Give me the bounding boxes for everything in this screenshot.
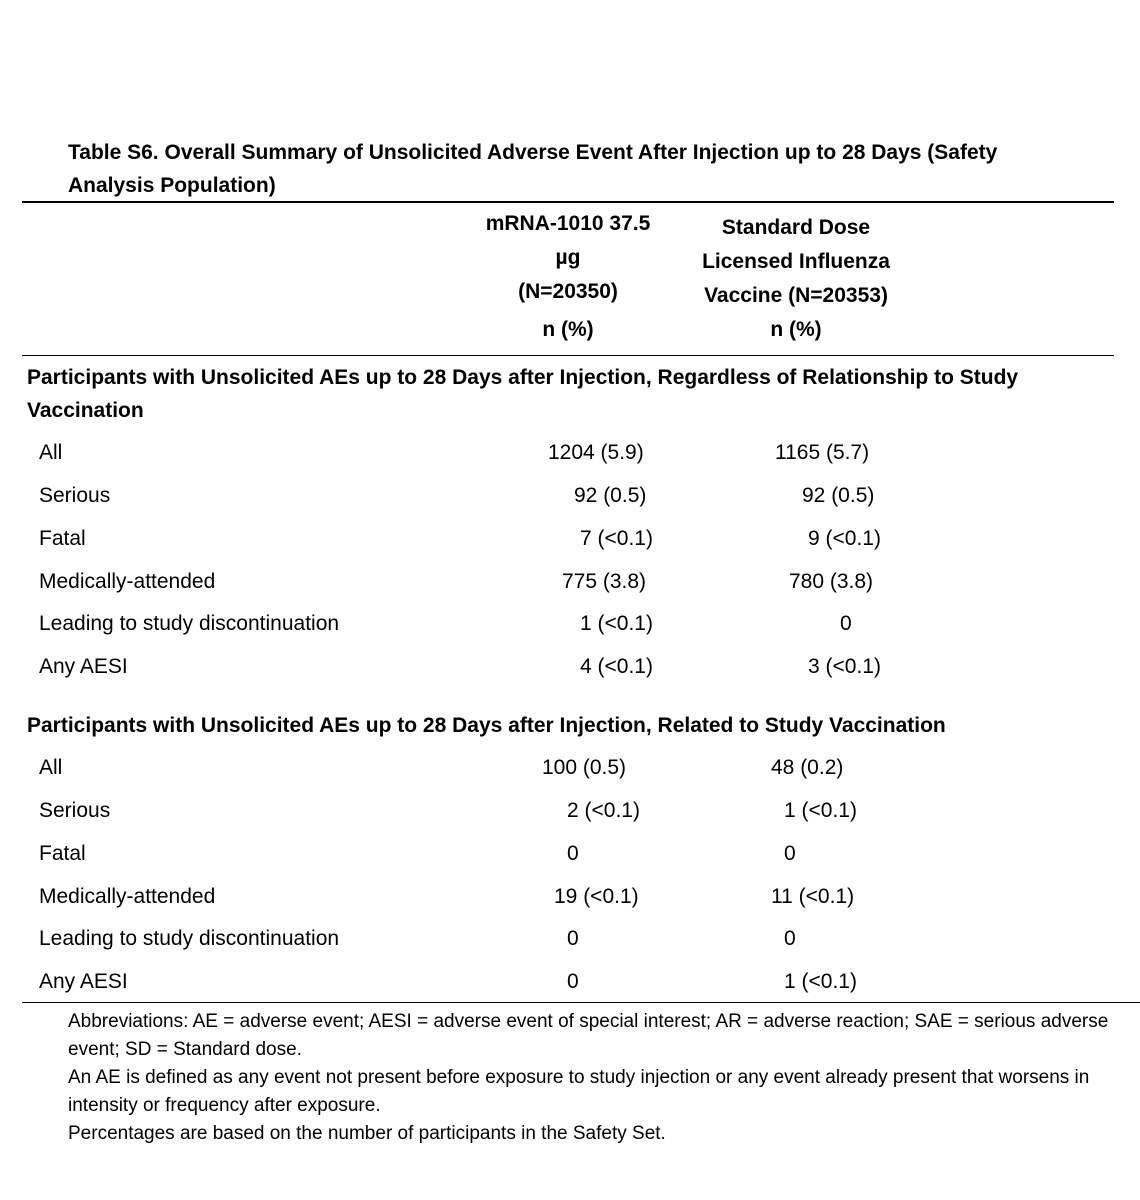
mrna-value: 0 (567, 927, 579, 950)
mrna-value: 775 (3.8) (562, 570, 647, 593)
table-row (0, 882, 1140, 925)
standard-dose-value: 0 (784, 842, 796, 865)
top-rule (22, 201, 1114, 203)
mrna-value: 1 (<0.1) (580, 612, 653, 635)
table-row (0, 753, 1140, 796)
table-row (0, 796, 1140, 839)
standard-dose-value: 3 (<0.1) (808, 655, 881, 678)
table-row (0, 524, 1140, 567)
mrna-value: 1204 (5.9) (548, 441, 644, 464)
row-label: Leading to study discontinuation (39, 612, 340, 635)
mrna-value: 7 (<0.1) (580, 527, 653, 550)
table-row (0, 967, 1140, 1010)
standard-dose-value: 92 (0.5) (802, 484, 875, 507)
mrna-value: 0 (567, 970, 579, 993)
section-heading: Participants with Unsolicited AEs up to 28 Days after Injection, Regardless of Relationship to Study Vaccination (27, 366, 1019, 422)
row-label: Leading to study discontinuation (39, 927, 340, 950)
column-header-standard-dose (686, 211, 906, 347)
row-label: All (39, 756, 63, 779)
mrna-value: 19 (<0.1) (554, 885, 639, 908)
row-label: Fatal (39, 842, 86, 865)
table-footnotes (68, 1008, 1118, 1148)
standard-dose-value: 0 (784, 927, 796, 950)
column-header-line: mRNA-1010 37.5 (485, 212, 651, 235)
row-label: All (39, 441, 63, 464)
mrna-value: 2 (<0.1) (567, 799, 640, 822)
table-row (0, 924, 1140, 967)
standard-dose-value: 48 (0.2) (771, 756, 844, 779)
standard-dose-value: 1 (<0.1) (784, 799, 857, 822)
column-header-line: (N=20350) (518, 280, 618, 303)
footnote-percentages: Percentages are based on the number of participants in the Safety Set. (68, 1123, 666, 1144)
mrna-value: 100 (0.5) (542, 756, 627, 779)
row-label: Any AESI (39, 970, 128, 993)
column-header-line: µg (555, 246, 581, 269)
standard-dose-value: 1 (<0.1) (784, 970, 857, 993)
column-header-line: Licensed Influenza (702, 250, 890, 273)
mrna-value: 0 (567, 842, 579, 865)
row-label: Medically-attended (39, 885, 216, 908)
table-row (0, 567, 1140, 610)
table-title: Table S6. Overall Summary of Unsolicited Adverse Event After Injection up to 28 Days (Safety Analysis Population) (68, 141, 998, 197)
table-row (0, 438, 1140, 481)
standard-dose-value: 9 (<0.1) (808, 527, 881, 550)
table-row (0, 839, 1140, 882)
footnote-ae-definition: An AE is defined as any event not present before exposure to study injection or any event already present that worsens in intensity or frequency after exposure. (68, 1067, 1090, 1116)
column-header-line: Standard Dose (721, 216, 871, 239)
footnote-abbreviations: Abbreviations: AE = adverse event; AESI = adverse event of special interest; AR = adverse reaction; SAE = serious adverse event; SD = Standard dose. (68, 1011, 1109, 1060)
standard-dose-value: 1165 (5.7) (775, 441, 870, 464)
column-header-line: n (%) (770, 318, 822, 341)
standard-dose-value: 0 (840, 612, 852, 635)
table-row (0, 609, 1140, 652)
bottom-rule (22, 1002, 1140, 1003)
row-label: Medically-attended (39, 570, 216, 593)
table-row (0, 652, 1140, 695)
column-header-mrna (468, 207, 668, 347)
standard-dose-value: 11 (<0.1) (771, 885, 855, 908)
mrna-value: 4 (<0.1) (580, 655, 653, 678)
row-label: Serious (39, 484, 111, 507)
table-row (0, 481, 1140, 524)
column-header-line: Vaccine (N=20353) (704, 284, 888, 307)
section-heading: Participants with Unsolicited AEs up to 28 Days after Injection, Related to Study Vaccination (27, 714, 946, 737)
row-label: Fatal (39, 527, 86, 550)
standard-dose-value: 780 (3.8) (789, 570, 874, 593)
row-label: Serious (39, 799, 111, 822)
column-header-line: n (%) (542, 318, 594, 341)
row-label: Any AESI (39, 655, 128, 678)
header-rule (22, 355, 1114, 356)
mrna-value: 92 (0.5) (574, 484, 647, 507)
